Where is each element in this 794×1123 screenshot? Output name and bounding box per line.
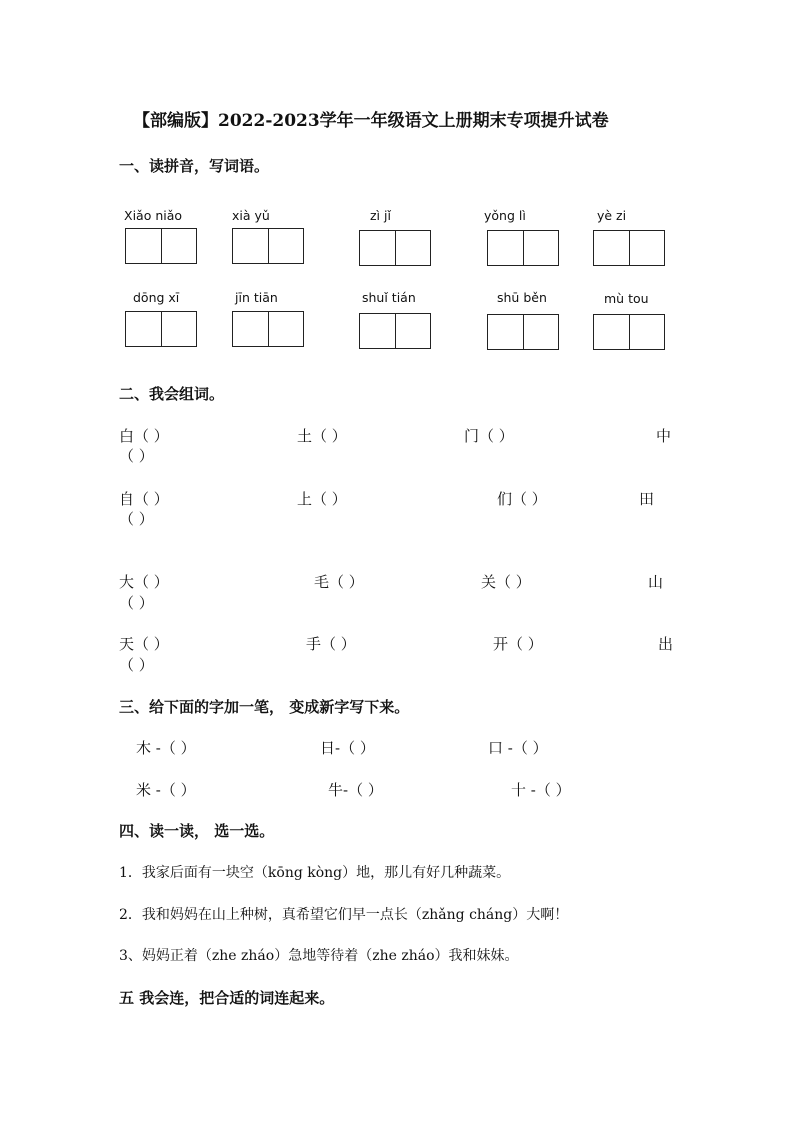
writing-box[interactable] — [487, 230, 559, 266]
section-1-heading: 一、读拼音，写词语。 — [119, 157, 270, 175]
pinyin-label: dōng xī — [133, 290, 180, 305]
pinyin-label: Xiǎo niǎo — [124, 208, 183, 223]
writing-box[interactable] — [125, 311, 197, 347]
pinyin-label: shuǐ tián — [362, 290, 416, 305]
section-5-heading: 五 我会连，把合适的词连起来。 — [119, 989, 335, 1007]
writing-cell[interactable] — [630, 231, 665, 265]
writing-box[interactable] — [593, 314, 665, 350]
writing-cell[interactable] — [524, 231, 559, 265]
writing-cell[interactable] — [233, 229, 269, 263]
writing-box[interactable] — [487, 314, 559, 350]
word-char: 山 — [648, 573, 664, 591]
word-blank[interactable]: 门（ ） — [464, 427, 514, 445]
word-blank[interactable]: 白（ ） — [119, 427, 169, 445]
add-stroke-item[interactable]: 十 -（ ） — [511, 781, 571, 799]
page-title: 【部编版】2022-2023学年一年级语文上册期末专项提升试卷 — [133, 111, 609, 131]
writing-cell[interactable] — [269, 229, 304, 263]
section-3-heading: 三、给下面的字加一笔， 变成新字写下来。 — [119, 698, 410, 716]
add-stroke-item[interactable]: 木 -（ ） — [136, 739, 196, 757]
word-char: 田 — [639, 490, 655, 508]
writing-box[interactable] — [359, 313, 431, 349]
writing-cell[interactable] — [594, 315, 630, 349]
add-stroke-item[interactable]: 米 -（ ） — [136, 781, 196, 799]
writing-cell[interactable] — [162, 312, 197, 346]
writing-cell[interactable] — [162, 229, 197, 263]
word-blank[interactable]: 大（ ） — [119, 573, 169, 591]
writing-box[interactable] — [232, 311, 304, 347]
add-stroke-item[interactable]: 日-（ ） — [320, 739, 375, 757]
writing-cell[interactable] — [269, 312, 304, 346]
writing-box[interactable] — [232, 228, 304, 264]
writing-cell[interactable] — [396, 314, 431, 348]
writing-cell[interactable] — [488, 231, 524, 265]
section-4-heading: 四、读一读， 选一选。 — [119, 822, 275, 840]
question-3: 3、妈妈正着（zhe zháo）急地等待着（zhe zháo）我和妹妹。 — [119, 948, 519, 964]
writing-cell[interactable] — [233, 312, 269, 346]
pinyin-label: jīn tiān — [235, 290, 278, 305]
writing-cell[interactable] — [126, 229, 162, 263]
pinyin-label: xià yǔ — [232, 208, 270, 223]
question-1: 1．我家后面有一块空（kōng kòng）地，那儿有好几种蔬菜。 — [119, 865, 511, 881]
word-blank[interactable]: （ ） — [119, 447, 154, 465]
word-blank[interactable]: 们（ ） — [497, 490, 547, 508]
word-blank[interactable]: （ ） — [119, 594, 154, 612]
writing-box[interactable] — [125, 228, 197, 264]
word-blank[interactable]: 上（ ） — [297, 490, 347, 508]
writing-cell[interactable] — [360, 314, 396, 348]
pinyin-label: mù tou — [604, 291, 649, 306]
word-char: 出 — [658, 635, 674, 653]
writing-cell[interactable] — [126, 312, 162, 346]
pinyin-label: yǒng lì — [484, 208, 526, 223]
add-stroke-item[interactable]: 牛-（ ） — [328, 781, 383, 799]
word-char: 中 — [656, 427, 672, 445]
section-2-heading: 二、我会组词。 — [119, 385, 225, 403]
writing-cell[interactable] — [396, 231, 431, 265]
pinyin-label: shū běn — [497, 290, 547, 305]
word-blank[interactable]: 自（ ） — [119, 490, 169, 508]
writing-cell[interactable] — [594, 231, 630, 265]
word-blank[interactable]: （ ） — [119, 510, 154, 528]
add-stroke-item[interactable]: 口 -（ ） — [488, 739, 548, 757]
pinyin-label: zì jǐ — [370, 208, 391, 223]
writing-cell[interactable] — [360, 231, 396, 265]
writing-cell[interactable] — [630, 315, 665, 349]
writing-box[interactable] — [593, 230, 665, 266]
pinyin-label: yè zi — [597, 208, 627, 223]
writing-cell[interactable] — [524, 315, 559, 349]
word-blank[interactable]: 毛（ ） — [314, 573, 364, 591]
question-2: 2．我和妈妈在山上种树，真希望它们早一点长（zhǎng cháng）大啊！ — [119, 907, 569, 923]
word-blank[interactable]: 关（ ） — [481, 573, 531, 591]
word-blank[interactable]: 土（ ） — [297, 427, 347, 445]
word-blank[interactable]: 手（ ） — [306, 635, 356, 653]
word-blank[interactable]: 天（ ） — [119, 635, 169, 653]
writing-cell[interactable] — [488, 315, 524, 349]
word-blank[interactable]: （ ） — [119, 656, 154, 674]
word-blank[interactable]: 开（ ） — [493, 635, 543, 653]
writing-box[interactable] — [359, 230, 431, 266]
